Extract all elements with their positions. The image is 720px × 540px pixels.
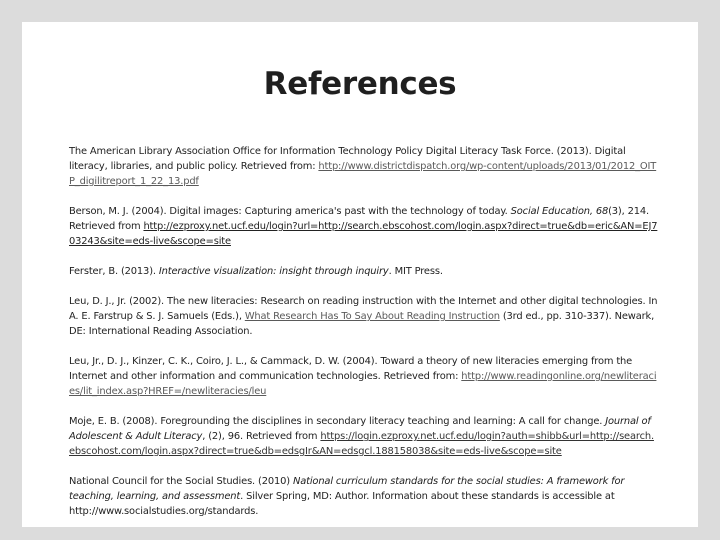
reference-item [69, 294, 659, 339]
reference-text: (3), 214. Retrieved from [69, 206, 649, 232]
reference-journal: Social Education, 68 [510, 206, 609, 217]
reference-title: Interactive visualization: insight through inquiry [158, 266, 389, 277]
reference-item [69, 204, 659, 249]
reference-list [69, 144, 659, 534]
reference-text: (3rd ed., pp. 310-337). Newark, DE: International Reading Association. [69, 311, 655, 337]
reference-item [69, 264, 659, 279]
reference-item [69, 474, 659, 519]
reference-text: . Silver Spring, MD: Author. Information about these standards is accessible at http://www.socialstudies.org/standards. [69, 491, 615, 517]
reference-link[interactable]: http://www.districtdispatch.org/wp-content/uploads/2013/01/2012_OITP_digilitreport_1_22_13.pdf [69, 161, 657, 187]
reference-text: , (2), 96. Retrieved from [202, 431, 321, 442]
reference-title: National curriculum standards for the social studies: A framework for teaching, learning, and assessment [69, 476, 625, 502]
reference-item [69, 144, 659, 189]
reference-link[interactable]: http://www.readingonline.org/newliteracies/lit_index.asp?HREF=/newliteracies/leu [69, 371, 657, 397]
page-title: References [263, 66, 457, 102]
reference-journal: Journal of Adolescent & Adult Literacy [69, 416, 651, 442]
reference-link[interactable]: https://login.ezproxy.net.ucf.edu/login?auth=shibb&url=http://search.ebscohost.com/login.aspx?direct=true&db=edsgIr&AN=edsgcl.188158038&site=eds-live&scope=site [69, 431, 654, 457]
reference-text: . MIT Press. [388, 266, 443, 277]
reference-text: Berson, M. J. (2004). Digital images: Capturing america's past with the technology of today. [69, 206, 511, 217]
reference-text: The American Library Association Office for Information Technology Policy Digital Literacy Task Force. (2013). Digital literacy, libraries, and public policy. Retrieved from: [69, 146, 626, 172]
reference-item [69, 354, 659, 399]
reference-text: Leu, D. J., Jr. (2002). The new literacies: Research on reading instruction with the Internet and other digital technologies. In A. E. Farstrup & S. J. Samuels (Eds.), [69, 296, 658, 322]
reference-text: Leu, Jr., D. J., Kinzer, C. K., Coiro, J. L., & Cammack, D. W. (2004). Toward a theory of new literacies emerging from the Internet and other information and communication technologies. Retrieved from: [69, 356, 633, 382]
reference-text: Ferster, B. (2013). [69, 266, 159, 277]
reference-text: National Council for the Social Studies. (2010) [69, 476, 293, 487]
reference-text: Moje, E. B. (2008). Foregrounding the disciplines in secondary literacy teaching and learning: A call for change. [69, 416, 606, 427]
reference-item [69, 414, 659, 459]
reference-link[interactable]: What Research Has To Say About Reading Instruction [244, 311, 500, 322]
reference-link[interactable]: http://ezproxy.net.ucf.edu/login?url=http://search.ebscohost.com/login.aspx?direct=true&db=eric&AN=EJ703243&site=eds-live&scope=site [69, 221, 658, 247]
